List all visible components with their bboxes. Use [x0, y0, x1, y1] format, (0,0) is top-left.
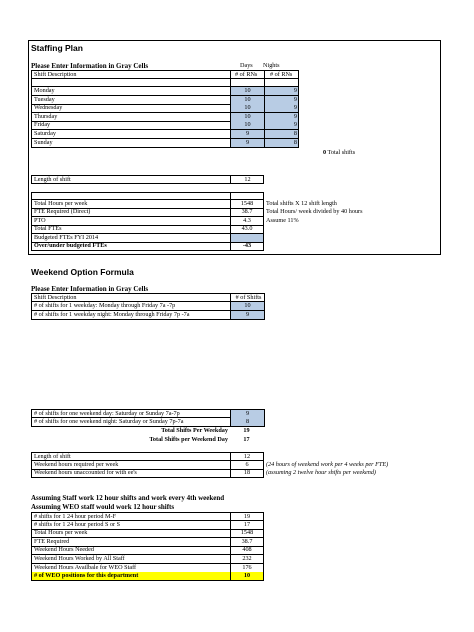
summary-label: PTO [34, 216, 46, 224]
weekday-value: 10 [231, 302, 264, 310]
shift-description-label: Shift Description [34, 71, 77, 78]
hours-note: (24 hours of weekend work per 4 weeks per FTE) [266, 460, 389, 468]
assume-line-1: Assuming Staff work 12 hour shifts and work every 4th weekend [31, 494, 225, 502]
hours-label: Weekend hours required per week [34, 460, 119, 468]
hours-note: (assuming 2 twelve hour shifts per weekend) [266, 469, 376, 477]
hours-value: 18 [243, 469, 251, 477]
weekend-option-title: Weekend Option Formula [31, 267, 134, 277]
weekend-label: # of shifts for one weekend night: Saturday or Sunday 7p-7a [34, 417, 184, 425]
weekday-row [31, 311, 265, 320]
summary-value: 4.3 [243, 216, 251, 224]
weo-value: 38.7 [241, 537, 253, 545]
divider [264, 79, 265, 86]
summary-value [231, 234, 263, 242]
weo-label: Total Hours per week [34, 529, 88, 537]
summary-label: Total Hours per week [34, 200, 88, 207]
weo-label: # shifts for 1 24 hour period S or S [34, 520, 121, 528]
day-rns-value: 10 [231, 113, 264, 121]
weo-value: 408 [242, 546, 252, 554]
weekday-label: # of shifts for 1 weekday night: Monday through Friday 7p -7a [34, 310, 190, 318]
total-weekend-value: 17 [243, 436, 250, 443]
summary-spacer-row [31, 192, 264, 200]
day-rns-value: 9 [231, 130, 264, 138]
length-of-shift-row [31, 175, 264, 184]
weekday-label: # of shifts for 1 weekday: Monday through Friday 7a -7p [34, 302, 176, 309]
rns-nights-label: # of RNs [270, 71, 293, 78]
summary-note: Total Hours/ week divided by 40 hours [266, 208, 363, 216]
weo-label: Weekend Hours Needed [34, 546, 94, 554]
day-rns-value: 9 [231, 139, 264, 147]
hours-row [31, 469, 264, 478]
day-row [31, 139, 299, 148]
summary-label: Total FTEs [34, 225, 62, 233]
staffing-header-row [31, 70, 299, 79]
summary-note: Total shifts X 12 shift length [266, 200, 337, 207]
total-weekday-label: Total Shifts Per Weekday [161, 427, 228, 434]
total-shifts-value: 0 [323, 149, 327, 156]
summary-value: -43 [242, 242, 252, 249]
divider [264, 71, 265, 79]
weo-label: # shifts for 1 24 hour period M-F [34, 513, 116, 520]
day-name: Sunday [34, 138, 53, 146]
day-name: Friday [34, 121, 51, 129]
weo-value: 17 [243, 520, 251, 528]
weekend-value: 9 [231, 410, 264, 418]
total-shifts [323, 149, 355, 157]
hours-value: 12 [243, 453, 251, 460]
day-rns-value: 10 [231, 87, 264, 95]
night-rns-value: 9 [265, 87, 298, 95]
weo-final-value: 10 [243, 572, 251, 580]
day-name: Tuesday [34, 95, 55, 103]
weekend-value: 8 [231, 418, 264, 426]
hours-label: Length of shift [34, 453, 71, 460]
nights-header: Nights [263, 62, 280, 69]
weo-label: Weekend Hours Availbale for WEO Staff [34, 563, 137, 571]
weekend-row [31, 418, 265, 427]
divider [230, 71, 231, 79]
summary-label: Over/under budgeted FTEs [34, 242, 107, 249]
length-of-shift-label: Length of shift [34, 176, 71, 183]
weekend-instruction: Please Enter Information in Gray Cells [31, 285, 149, 293]
weo-label: FTE Required [34, 537, 70, 545]
weo-final-label: # of WEO positions for this department [34, 572, 139, 580]
summary-value: 38.7 [241, 208, 253, 216]
night-rns-value: 8 [265, 130, 298, 138]
weo-value: 1548 [240, 529, 254, 537]
weekday-value: 9 [231, 311, 264, 319]
summary-value: 43.0 [241, 225, 253, 233]
staffing-spacer-row [31, 79, 299, 87]
summary-value: 1548 [240, 200, 254, 207]
weo-label: Weekend Hours Worked by All Staff [34, 555, 125, 562]
day-rns-value: 10 [231, 121, 264, 129]
rns-days-label: # of RNs [235, 71, 258, 78]
days-header: Days [240, 62, 253, 69]
divider [230, 79, 231, 86]
total-weekend-label: Total Shifts per Weekend Day [149, 436, 228, 443]
staffing-instruction: Please Enter Information in Gray Cells [31, 62, 149, 70]
day-name: Saturday [34, 130, 56, 137]
divider [230, 294, 231, 301]
staffing-plan-title: Staffing Plan [31, 43, 83, 53]
summary-label: FTE Required (Direct) [34, 208, 91, 216]
night-rns-value: 9 [265, 113, 298, 121]
weo-value: 19 [243, 513, 251, 520]
divider [230, 176, 231, 183]
weekend-shift-description-label: Shift Description [34, 294, 77, 301]
shifts-label: # of Shifts [235, 294, 262, 301]
day-name: Monday [34, 87, 55, 94]
total-shifts-label: Total shifts [327, 149, 356, 156]
night-rns-value: 9 [265, 96, 298, 104]
day-name: Thursday [34, 112, 58, 120]
day-name: Wednesday [34, 104, 63, 112]
total-weekday-value: 19 [243, 427, 250, 434]
summary-row [31, 242, 264, 251]
summary-label: Budgeted FTEs FYI 2014 [34, 233, 99, 241]
hours-value: 6 [245, 460, 249, 468]
day-rns-value: 10 [231, 104, 264, 112]
night-rns-value: 9 [265, 104, 298, 112]
summary-note: Assume 11% [266, 216, 299, 224]
weo-value: 176 [242, 563, 252, 571]
assume-line-2: Assuming WEO staff would work 12 hour shifts [31, 503, 175, 511]
night-rns-value: 9 [265, 121, 298, 129]
weekend-header-row [31, 293, 265, 302]
weo-value: 232 [242, 555, 252, 562]
length-of-shift-value: 12 [244, 176, 251, 183]
weekend-label: # of shifts for one weekend day: Saturday or Sunday 7a-7p [34, 410, 180, 417]
day-rns-value: 10 [231, 96, 264, 104]
weo-final-row [31, 572, 264, 581]
hours-label: Weekend hours unaccounted for with ee's [34, 469, 137, 477]
divider [230, 193, 231, 199]
night-rns-value: 8 [265, 139, 298, 147]
